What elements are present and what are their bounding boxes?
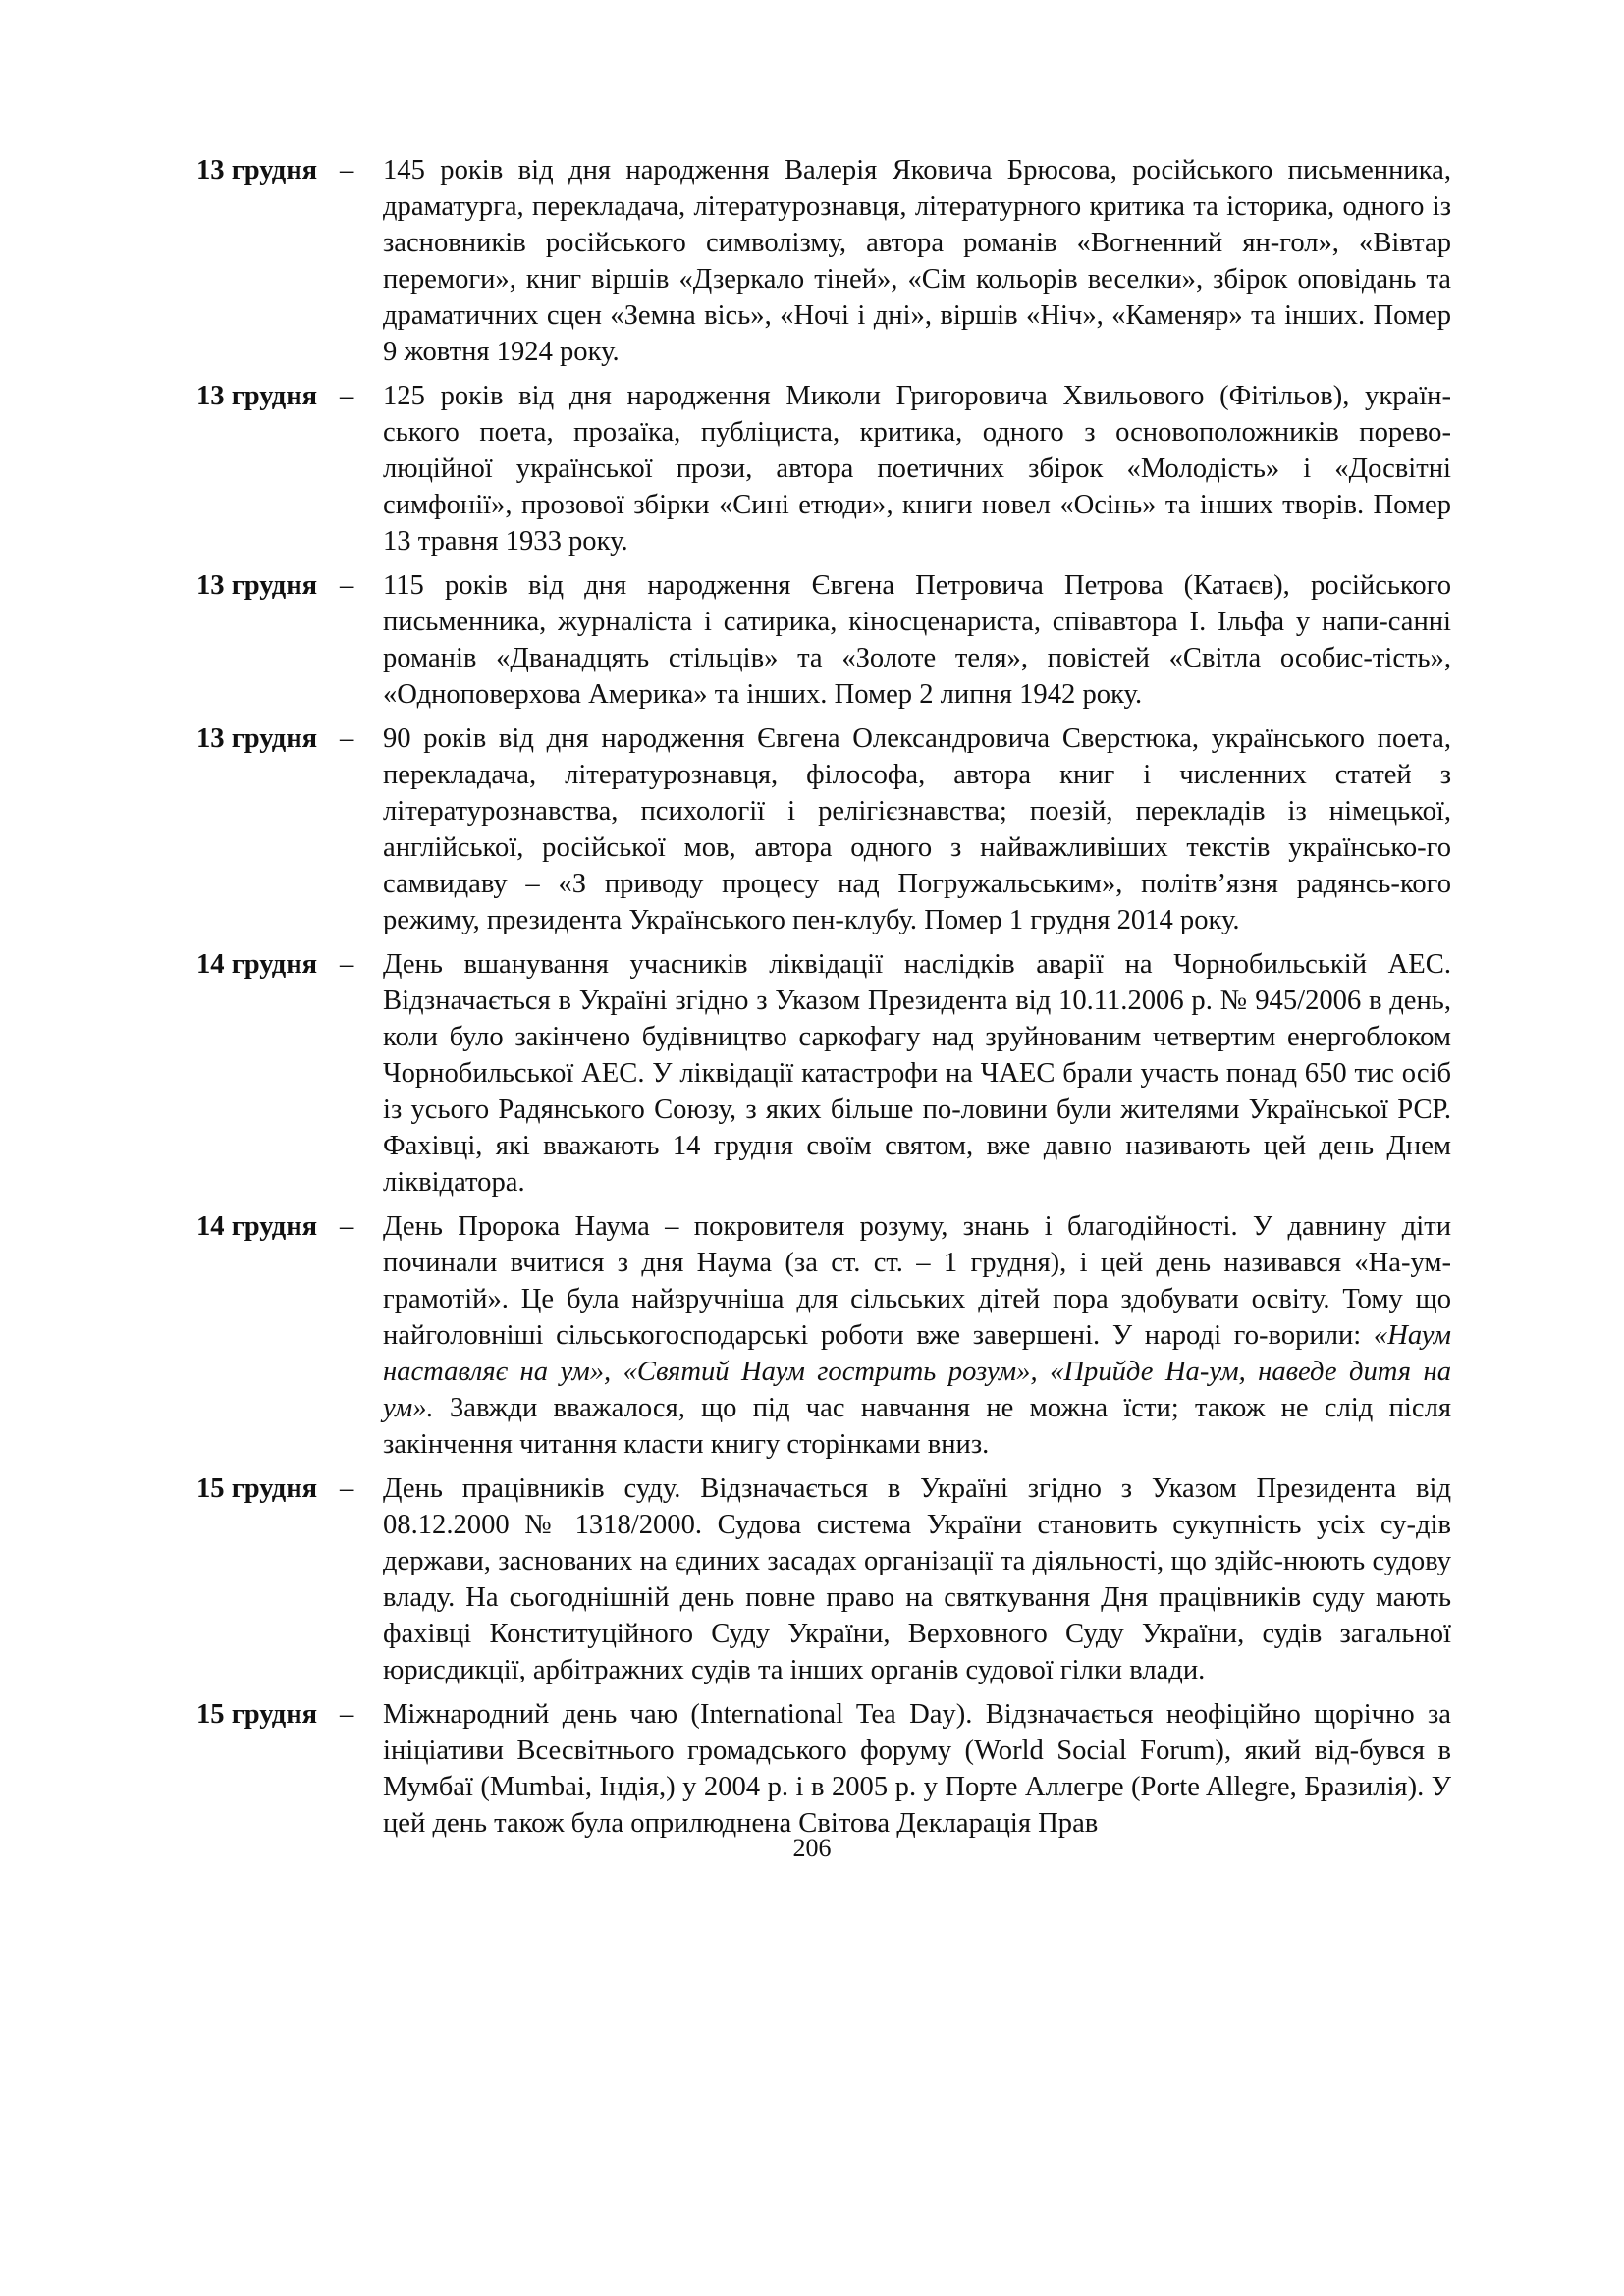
entry-date: 13 грудня xyxy=(196,570,318,601)
entry-text: 90 років від дня народження Євгена Олександровича Сверстюка, українського поета, перекладача, літературознавця, філософа, автора книг і численних статей з літературознавства, психології і релігієзнавства; поезій, перекладів із німецької, англійської, російської мов, автора одного з найважливіших текстів українсько-го самвидаву – «З приводу процесу над Погружальським», політв’язня радянсь-кого режиму, президента Українського пен-клубу. Помер 1 грудня 2014 року. xyxy=(383,723,1451,935)
calendar-entry xyxy=(196,721,1451,938)
calendar-entry xyxy=(196,946,1451,1201)
entry-text: 115 років від дня народження Євгена Петровича Петрова (Катаєв), російського письменника, журналіста і сатирика, кіносценариста, співавтора І. Ільфа у напи-санні романів «Дванадцять стільців» та «Золоте теля», повістей «Світла особис-тість», «Одноповерхова Америка» та інших. Помер 2 липня 1942 року. xyxy=(383,570,1451,710)
entry-date: 13 грудня xyxy=(196,381,318,411)
calendar-entry xyxy=(196,378,1451,560)
entry-text: Завжди вважалося, що під час навчання не можна їсти; також не слід після закінчення читання класти книгу сторінками вниз. xyxy=(383,1393,1451,1460)
entry-text: День Пророка Наума – покровителя розуму, знань і благодійності. У давнину діти починали вчитися з дня Наума (за ст. ст. – 1 грудня), і цей день називався «На-ум-грамотій». Це була найзручніша для сільських дітей пора здобувати освіту. Тому що найголовніші сільськогосподарські роботи вже завершені. У народі го-ворили: xyxy=(383,1211,1451,1351)
entry-dash: – xyxy=(340,155,354,186)
entry-date: 13 грудня xyxy=(196,723,318,754)
entry-dash: – xyxy=(340,570,354,601)
entry-dash: – xyxy=(340,1699,354,1730)
calendar-entries-list xyxy=(196,152,1451,1849)
calendar-entry xyxy=(196,1208,1451,1463)
entry-text: Міжнародний день чаю (International Tea Day). Відзначається неофіційно щорічно за ініціативи Всесвітнього громадського форуму (World Social Forum), який від-бувся в Мумбаї (Mumbai, Індія,) у 2004 р. і в 2005 р. у Порте Аллегре (Porte Allegre, Бразилія). У цей день також була оприлюднена Світова Декларація Прав xyxy=(383,1699,1451,1839)
calendar-entry xyxy=(196,152,1451,370)
entry-dash: – xyxy=(340,723,354,754)
calendar-entry xyxy=(196,1470,1451,1688)
entry-date: 15 грудня xyxy=(196,1473,318,1504)
entry-date: 14 грудня xyxy=(196,1211,318,1242)
entry-dash: – xyxy=(340,1473,354,1504)
entry-text: 145 років від дня народження Валерія Яковича Брюсова, російського письменника, драматурга, перекладача, літературознавця, літературного критика та історика, одного із засновників російського символізму, автора романів «Вогненний ян-гол», «Вівтар перемоги», книг віршів «Дзеркало тіней», «Сім кольорів веселки», збірок оповідань та драматичних сцен «Земна вісь», «Ночі і дні», віршів «Ніч», «Каменяр» та інших. Помер 9 жовтня 1924 року. xyxy=(383,155,1451,367)
entry-date: 14 грудня xyxy=(196,949,318,980)
entry-date: 15 грудня xyxy=(196,1699,318,1730)
entry-date: 13 грудня xyxy=(196,155,318,186)
entry-text: 125 років від дня народження Миколи Григоровича Хвильового (Фітільов), україн-ського поета, прозаїка, публіциста, критика, одного з основоположників порево-люційної української прози, автора поетичних збірок «Молодість» і «Досвітні симфонії», прозової збірки «Сині етюди», книги новел «Осінь» та інших творів. Помер 13 травня 1933 року. xyxy=(383,381,1451,557)
calendar-entry xyxy=(196,1696,1451,1842)
entry-dash: – xyxy=(340,381,354,411)
entry-text: День працівників суду. Відзначається в Україні згідно з Указом Президента від 08.12.2000 № 1318/2000. Судова система України становить сукупність усіх су-дів держави, заснованих на єдиних засадах організації та діяльності, що здійс-нюють судову владу. На сьогоднішній день повне право на святкування Дня працівників суду мають фахівці Конституційного Суду України, Верховного Суду України, судів загальної юрисдикції, арбітражних судів та інших органів судової гілки влади. xyxy=(383,1473,1451,1685)
entry-text: День вшанування учасників ліквідації наслідків аварії на Чорнобильській АЕС. Відзначається в Україні згідно з Указом Президента від 10.11.2006 р. № 945/2006 в день, коли було закінчено будівництво саркофагу над зруйнованим четвертим енергоблоком Чорнобильської АЕС. У ліквідації катастрофи на ЧАЕС брали участь понад 650 тис осіб із усього Радянського Союзу, з яких більше по-ловини були жителями Української РСР. Фахівці, які вважають 14 грудня своїм святом, вже давно називають цей день Днем ліквідатора. xyxy=(383,949,1451,1198)
entry-dash: – xyxy=(340,1211,354,1242)
calendar-entry xyxy=(196,567,1451,713)
entry-quote: «Наум наставляє на ум», «Святий Наум гострить розум», «Прийде На-ум, наведе дитя на ум». xyxy=(383,1320,1451,1423)
entry-dash: – xyxy=(340,949,354,980)
page-number: 206 xyxy=(792,1834,832,1862)
